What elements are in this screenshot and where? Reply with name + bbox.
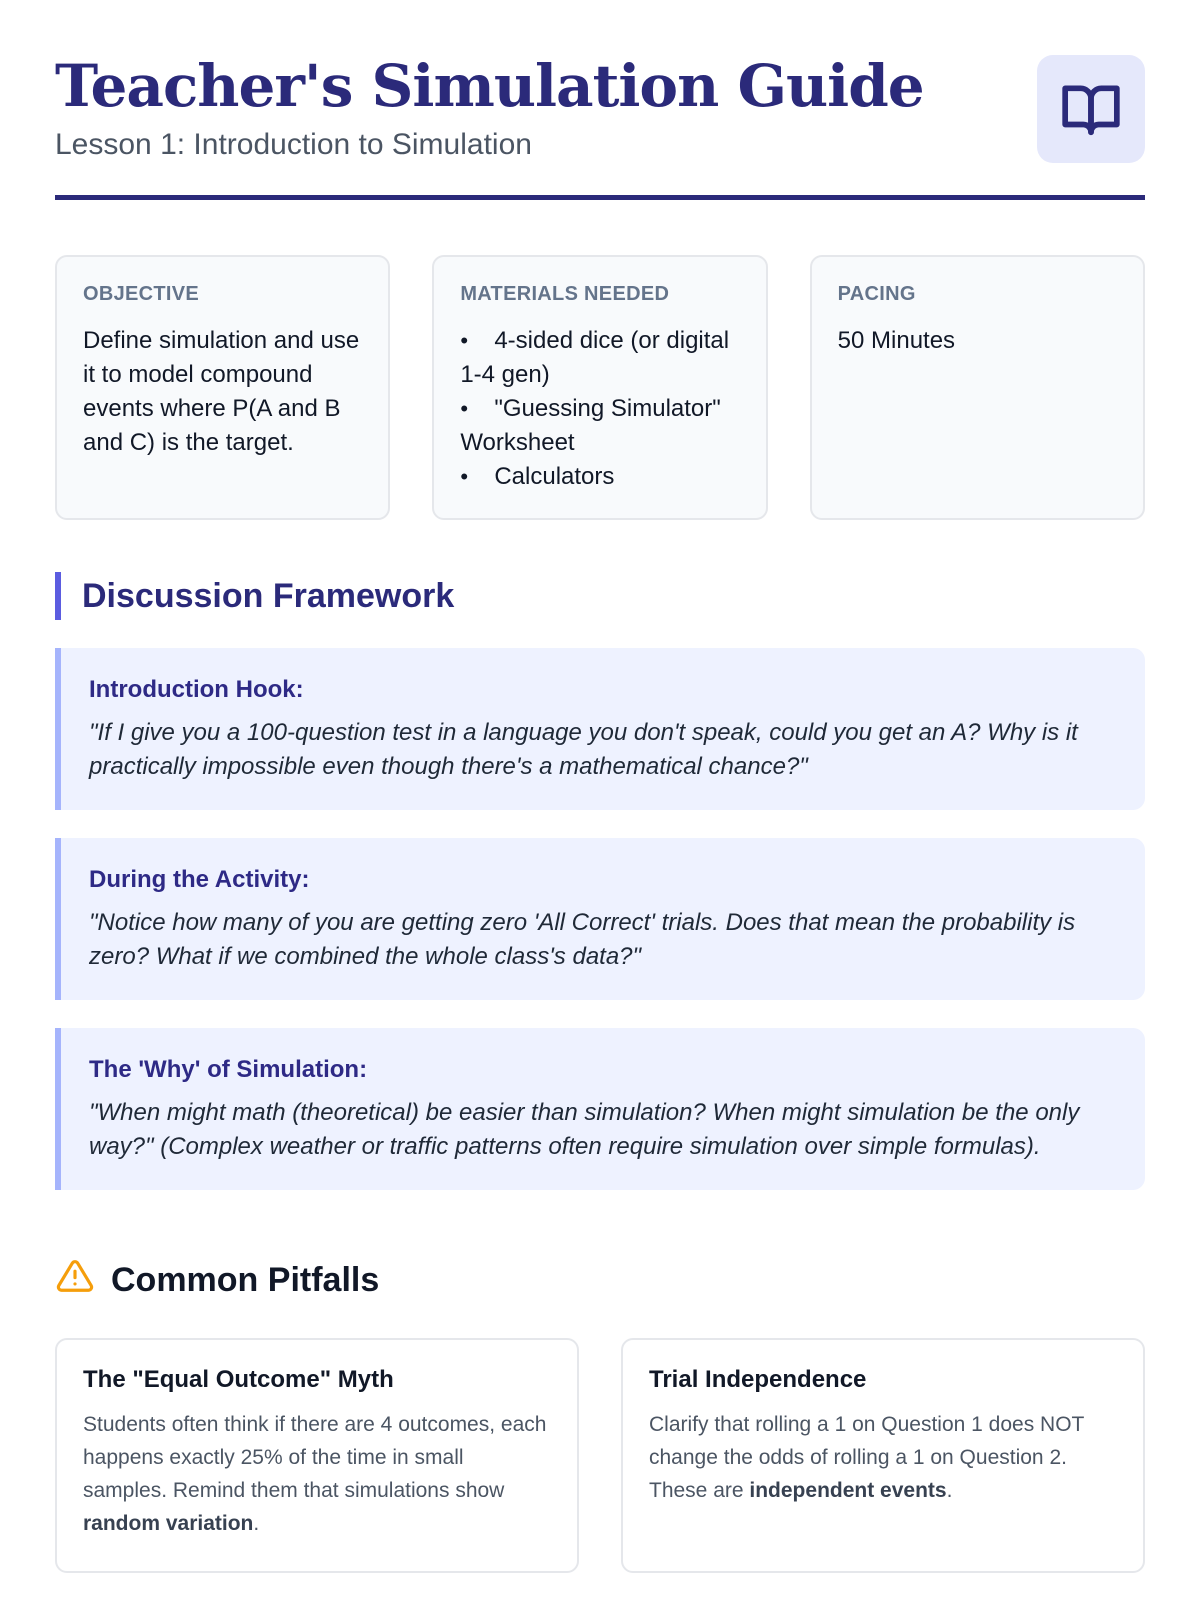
page-subtitle: Lesson 1: Introduction to Simulation [55,128,532,161]
list-item: • 4-sided dice (or digital 1-4 gen) [460,324,739,392]
materials-label: MATERIALS NEEDED [460,283,670,305]
materials-card [432,255,767,520]
pitfalls-heading-text: Common Pitfalls [111,1260,380,1299]
prompt-label: Introduction Hook: [89,676,304,703]
pitfalls-heading [55,1258,1145,1302]
prompt-label: During the Activity: [89,866,310,893]
list-item: • "Guessing Simulator" Worksheet [460,392,739,460]
pacing-label: PACING [837,283,916,305]
page-title: Teacher's Simulation Guide [55,52,924,120]
page-header [55,0,1145,200]
pitfall-card-independence [621,1338,1145,1573]
objective-card [55,255,390,520]
open-book-icon [1037,55,1145,163]
pitfall-emphasis: independent events [749,1479,947,1502]
warning-triangle-icon [55,1257,95,1304]
list-item: • Calculators [460,460,739,494]
prompt-label: The 'Why' of Simulation: [89,1056,368,1083]
discussion-heading: Discussion Framework [55,572,1145,620]
pitfall-text: Clarify that rolling a 1 on Question 1 does NOT change the odds of rolling a 1 on Question 2. These are independent events. [649,1413,1085,1502]
prompt-quote: "When might math (theoretical) be easier than simulation? When might simulation be the only way?" (Complex weather or traffic patterns often require simulation over simple formulas). [89,1099,1080,1160]
materials-list [460,324,739,494]
objective-label: OBJECTIVE [83,283,200,305]
prompt-quote: "If I give you a 100-question test in a language you don't speak, could you get an A? Why is it practically impossible even though there's a mathematical chance?" [89,719,1078,780]
pitfall-emphasis: random variation [83,1512,254,1535]
prompt-card-activity [55,838,1145,1000]
prompt-card-why [55,1028,1145,1190]
pitfall-title: The "Equal Outcome" Myth [83,1366,394,1393]
pitfall-text: Students often think if there are 4 outcomes, each happens exactly 25% of the time in small samples. Remind them that simulations show random variation. [83,1413,547,1535]
prompt-quote: "Notice how many of you are getting zero 'All Correct' trials. Does that mean the probability is zero? What if we combined the whole class's data?" [89,909,1076,970]
pacing-text: 50 Minutes [837,327,956,354]
pacing-card [810,255,1145,520]
objective-text: Define simulation and use it to model compound events where P(A and B and C) is the target. [83,327,360,456]
pitfalls-row [55,1338,1145,1573]
pitfall-card-equal-outcome [55,1338,579,1573]
pitfall-title: Trial Independence [649,1366,867,1393]
prompt-card-hook [55,648,1145,810]
lesson-info-row [55,255,1145,520]
